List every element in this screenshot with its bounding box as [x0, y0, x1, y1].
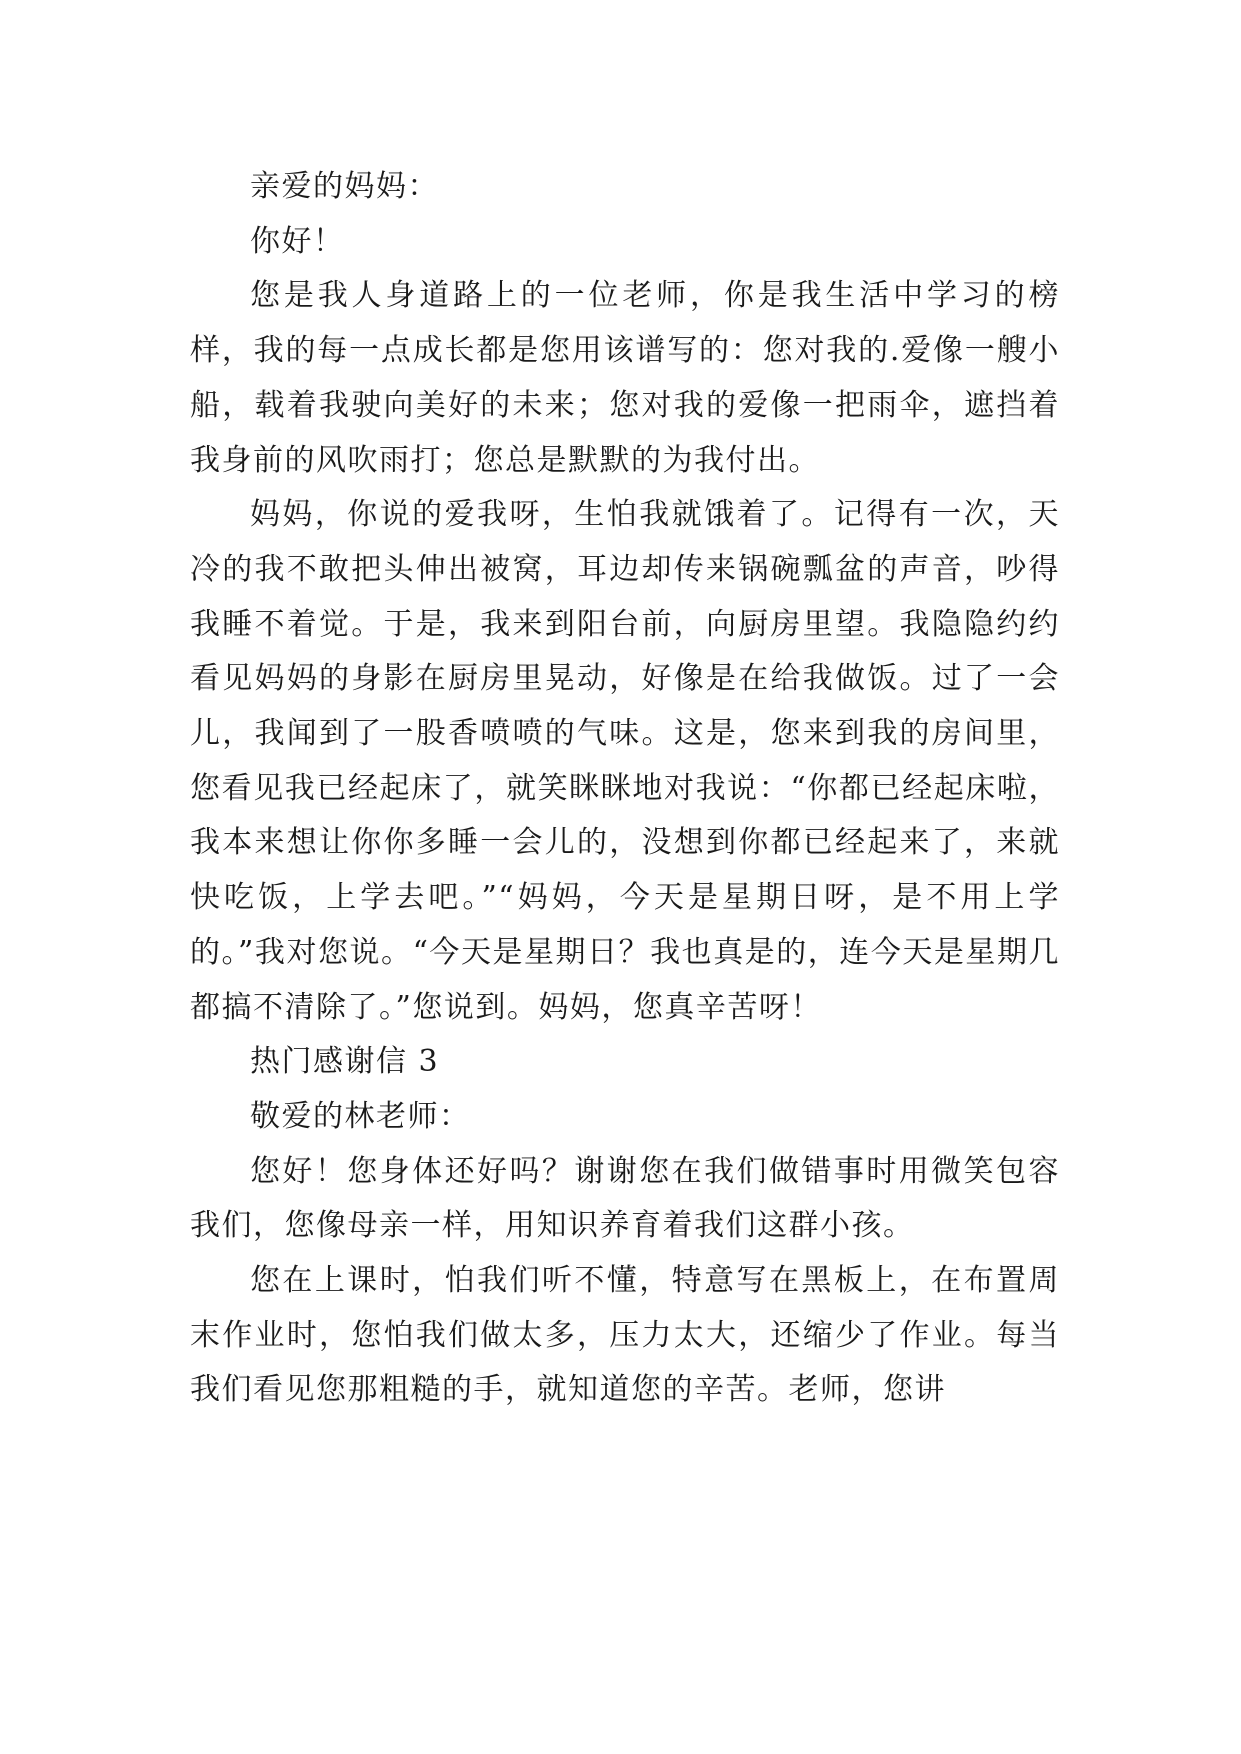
- section-heading: 热门感谢信 3: [250, 1044, 440, 1080]
- body-paragraph: 您好！您身体还好吗？谢谢您在我们做错事时用微笑包容我们，您像母亲一样，用知识养育着我们这群小孩。: [190, 1153, 1060, 1244]
- greeting-line: 你好！: [250, 223, 345, 259]
- body-paragraph: 您是我人身道路上的一位老师，你是我生活中学习的榜样，我的每一点成长都是您用该谱写的：您对我的.爱像一艘小船，载着我驶向美好的未来；您对我的爱像一把雨伞，遮挡着我身前的风吹雨打；您总是默默的为我付出。: [190, 278, 1060, 478]
- body-paragraph: 妈妈，你说的爱我呀，生怕我就饿着了。记得有一次，天冷的我不敢把头伸出被窝，耳边却传来锅碗瓢盆的声音，吵得我睡不着觉。于是，我来到阳台前，向厨房里望。我隐隐约约看见妈妈的身影在厨房里晃动，好像是在给我做饭。过了一会儿，我闻到了一股香喷喷的气味。这是，您来到我的房间里，您看见我已经起床了，就笑眯眯地对我说：“你都已经起床啦，我本来想让你你多睡一会儿的，没想到你都已经起来了，来就快吃饭，上学去吧。”“妈妈，今天是星期日呀，是不用上学的。”我对您说。“今天是星期日？我也真是的，连今天是星期几都搞不清除了。”您说到。妈妈，您真辛苦呀！: [190, 497, 1060, 1025]
- body-paragraph: 您在上课时，怕我们听不懂，特意写在黑板上，在布置周末作业时，您怕我们做太多，压力太大，还缩少了作业。每当我们看见您那粗糙的手，就知道您的辛苦。老师，您讲: [190, 1263, 1060, 1408]
- salutation-mother: 亲爱的妈妈：: [250, 169, 439, 204]
- letter-body: [190, 160, 1060, 1418]
- salutation-teacher: 敬爱的林老师：: [250, 1098, 471, 1134]
